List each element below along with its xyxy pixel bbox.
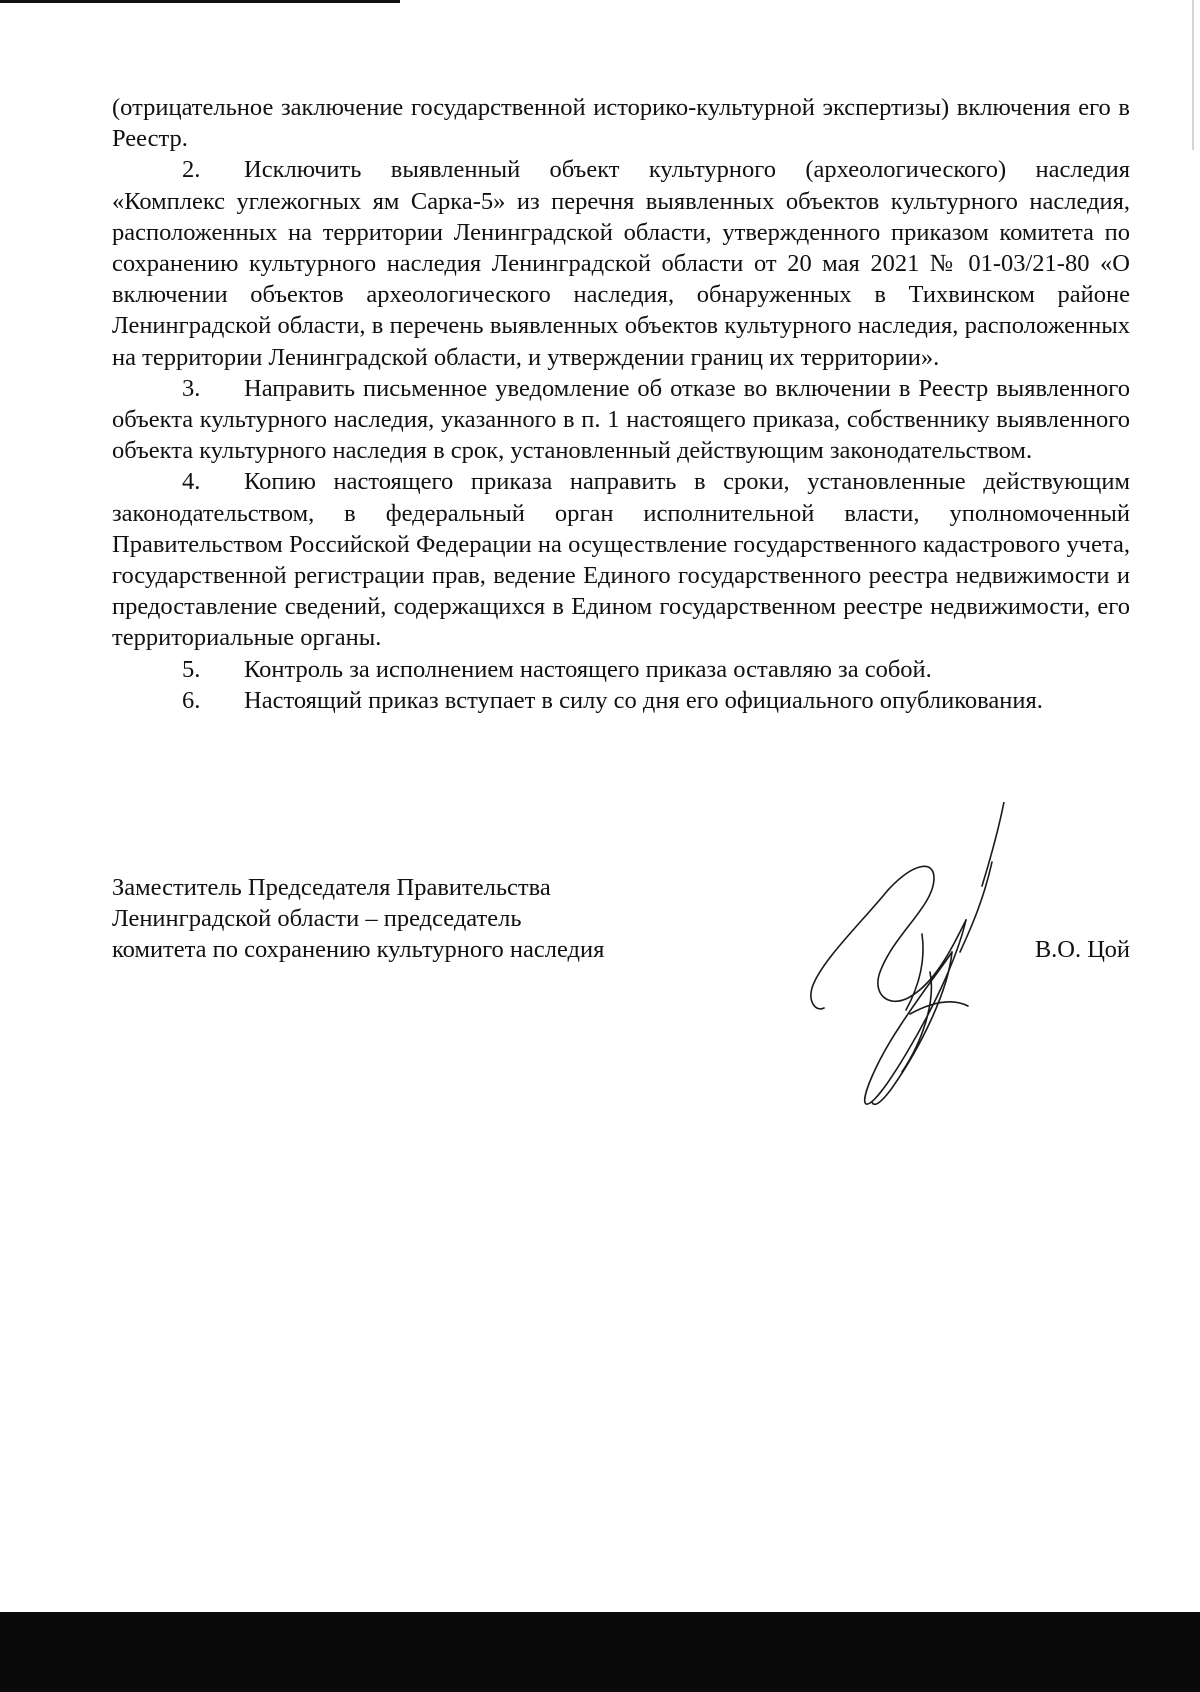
scan-edge-right bbox=[1192, 0, 1194, 150]
handwritten-signature-icon bbox=[802, 802, 1042, 1122]
signer-name: В.О. Цой bbox=[1034, 936, 1130, 963]
signer-position-line: комитета по сохранению культурного наследия bbox=[112, 936, 605, 964]
list-item-3 bbox=[112, 373, 1130, 467]
intro-paragraph: (отрицательное заключение государственной историко-культурной экспертизы) включения его в Реестр. bbox=[112, 94, 1130, 153]
document-body bbox=[112, 92, 1130, 716]
signer-position-line: Ленинградской области – председатель bbox=[112, 905, 522, 933]
item-number: 5. bbox=[182, 655, 201, 683]
item-text: Направить письменное уведомление об отказе во включении в Реестр выявленного объекта культурного наследия, указанного в п. 1 настоящего приказа, собственнику выявленного объекта культурного наследия в срок, установленный действующим законодательством. bbox=[112, 374, 1130, 465]
item-number: 3. bbox=[182, 374, 201, 402]
item-text: Контроль за исполнением настоящего приказа оставляю за собой. bbox=[244, 655, 932, 683]
list-item-6 bbox=[112, 685, 1130, 716]
list-item-4 bbox=[112, 466, 1130, 653]
item-number: 6. bbox=[182, 686, 201, 714]
signature-block bbox=[112, 872, 1130, 1112]
list-item-2 bbox=[112, 154, 1130, 372]
scan-edge-top bbox=[0, 0, 400, 3]
scan-edge-bottom bbox=[0, 1612, 1200, 1692]
item-text: Копию настоящего приказа направить в сроки, установленные действующим законодательством, в федеральный орган исполнительной власти, уполномоченный Правительством Российской Федерации на осуществление государственного кадастрового учета, государственной регистрации прав, ведение Единого государственного реестра недвижимости и предоставление сведений, содержащихся в Едином государственном реестре недвижимости, его территориальные органы. bbox=[112, 468, 1130, 652]
signer-position bbox=[112, 872, 752, 966]
item-number: 2. bbox=[182, 156, 201, 184]
list-item-5 bbox=[112, 654, 1130, 685]
signer-position-line: Заместитель Председателя Правительства bbox=[112, 874, 551, 901]
item-number: 4. bbox=[182, 468, 201, 496]
item-text: Настоящий приказ вступает в силу со дня его официального опубликования. bbox=[244, 686, 1043, 714]
item-text: Исключить выявленный объект культурного (археологического) наследия «Комплекс углежогных ям Сарка-5» из перечня выявленных объектов культурного наследия, расположенных на территории Ленинградской области, утвержденного приказом комитета по сохранению культурного наследия Ленинградской области от 20 мая 2021 № 01-03/21-80 «О включении объектов археологического наследия, обнаруженных в Тихвинском районе Ленинградской области, в перечень выявленных объектов культурного наследия, расположенных на территории Ленинградской области, и утверждении границ их территории». bbox=[112, 156, 1130, 371]
